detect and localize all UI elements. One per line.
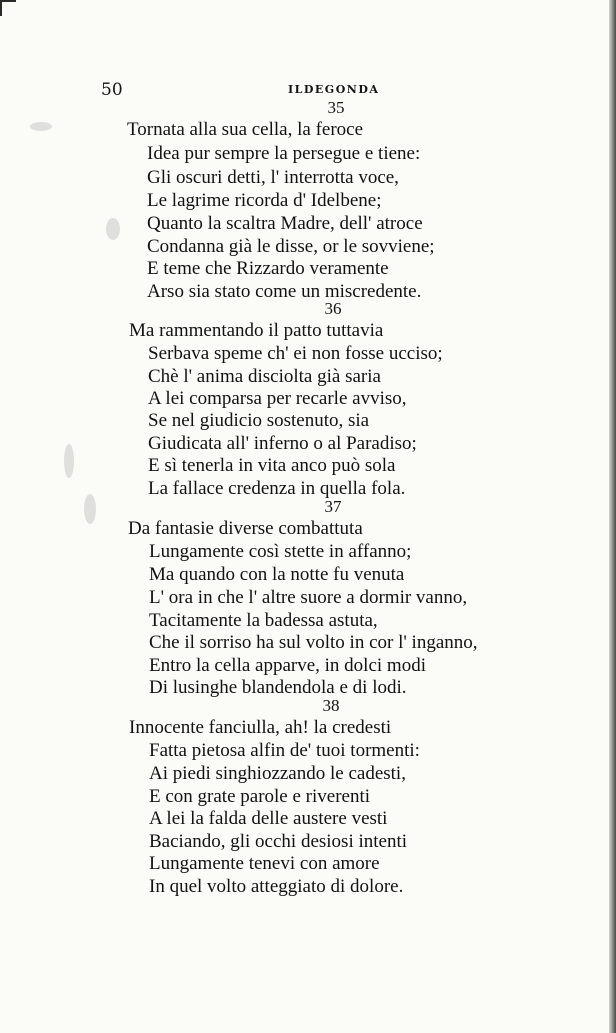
- verse-line: In quel volto atteggiato di dolore.: [149, 876, 404, 897]
- verse-line: Baciando, gli occhi desiosi intenti: [149, 831, 408, 852]
- verse-line: Ai piedi singhiozzando le cadesti,: [149, 763, 406, 784]
- stanza-number: 36: [324, 299, 342, 318]
- verse-line: Lungamente così stette in affanno;: [149, 541, 412, 562]
- stanza-number: 37: [324, 497, 342, 516]
- verse-line: E con grate parole e riverenti: [149, 786, 371, 807]
- verse-line: Ma rammentando il patto tuttavia: [129, 320, 384, 341]
- verse-line: Idea pur sempre la persegue e tiene:: [147, 143, 421, 164]
- verse-line: Di lusinghe blandendola e di lodi.: [149, 677, 407, 698]
- verse-line: Fatta pietosa alfin de' tuoi tormenti:: [149, 740, 420, 761]
- verse-line: Condanna già le disse, or le sovviene;: [147, 236, 435, 257]
- verse-line: Tacitamente la badessa astuta,: [149, 610, 378, 631]
- stanza-number: 35: [327, 98, 345, 117]
- verse-line: A lei la falda delle austere vesti: [149, 808, 388, 829]
- verse-line: E teme che Rizzardo veramente: [147, 258, 389, 279]
- running-title: ILDEGONDA: [288, 83, 380, 96]
- verse-line: Tornata alla sua cella, la feroce: [127, 119, 364, 140]
- verse-line: E sì tenerla in vita anco può sola: [148, 455, 396, 476]
- verse-line: Arso sia stato come un miscredente.: [147, 281, 422, 302]
- page-edge-shadow: [609, 0, 616, 1033]
- verse-line: Quanto la scaltra Madre, dell' atroce: [147, 213, 423, 234]
- verse-line: Che il sorriso ha sul volto in cor l' inganno,: [149, 632, 478, 653]
- verse-line: Innocente fanciulla, ah! la credesti: [129, 717, 392, 738]
- verse-line: Giudicata all' inferno o al Paradiso;: [148, 433, 417, 454]
- verse-line: Chè l' anima disciolta già saria: [148, 366, 381, 387]
- verse-line: Da fantasie diverse combattuta: [128, 518, 363, 539]
- page-number: 50: [101, 80, 123, 100]
- stanza-number: 38: [322, 696, 340, 715]
- verse-line: Gli oscuri detti, l' interrotta voce,: [147, 167, 399, 188]
- verse-line: Entro la cella apparve, in dolci modi: [149, 655, 426, 676]
- verse-line: L' ora in che l' altre suore a dormir vanno,: [149, 587, 468, 608]
- verse-line: Le lagrime ricorda d' Idelbene;: [147, 190, 382, 211]
- verse-line: Ma quando con la notte fu venuta: [149, 564, 405, 585]
- verse-line: Se nel giudicio sostenuto, sia: [148, 410, 370, 431]
- verse-line: A lei comparsa per recarle avviso,: [148, 388, 407, 409]
- verse-line: Serbava speme ch' ei non fosse ucciso;: [148, 343, 443, 364]
- verse-line: Lungamente tenevi con amore: [149, 853, 380, 874]
- verse-line: La fallace credenza in quella fola.: [148, 478, 406, 499]
